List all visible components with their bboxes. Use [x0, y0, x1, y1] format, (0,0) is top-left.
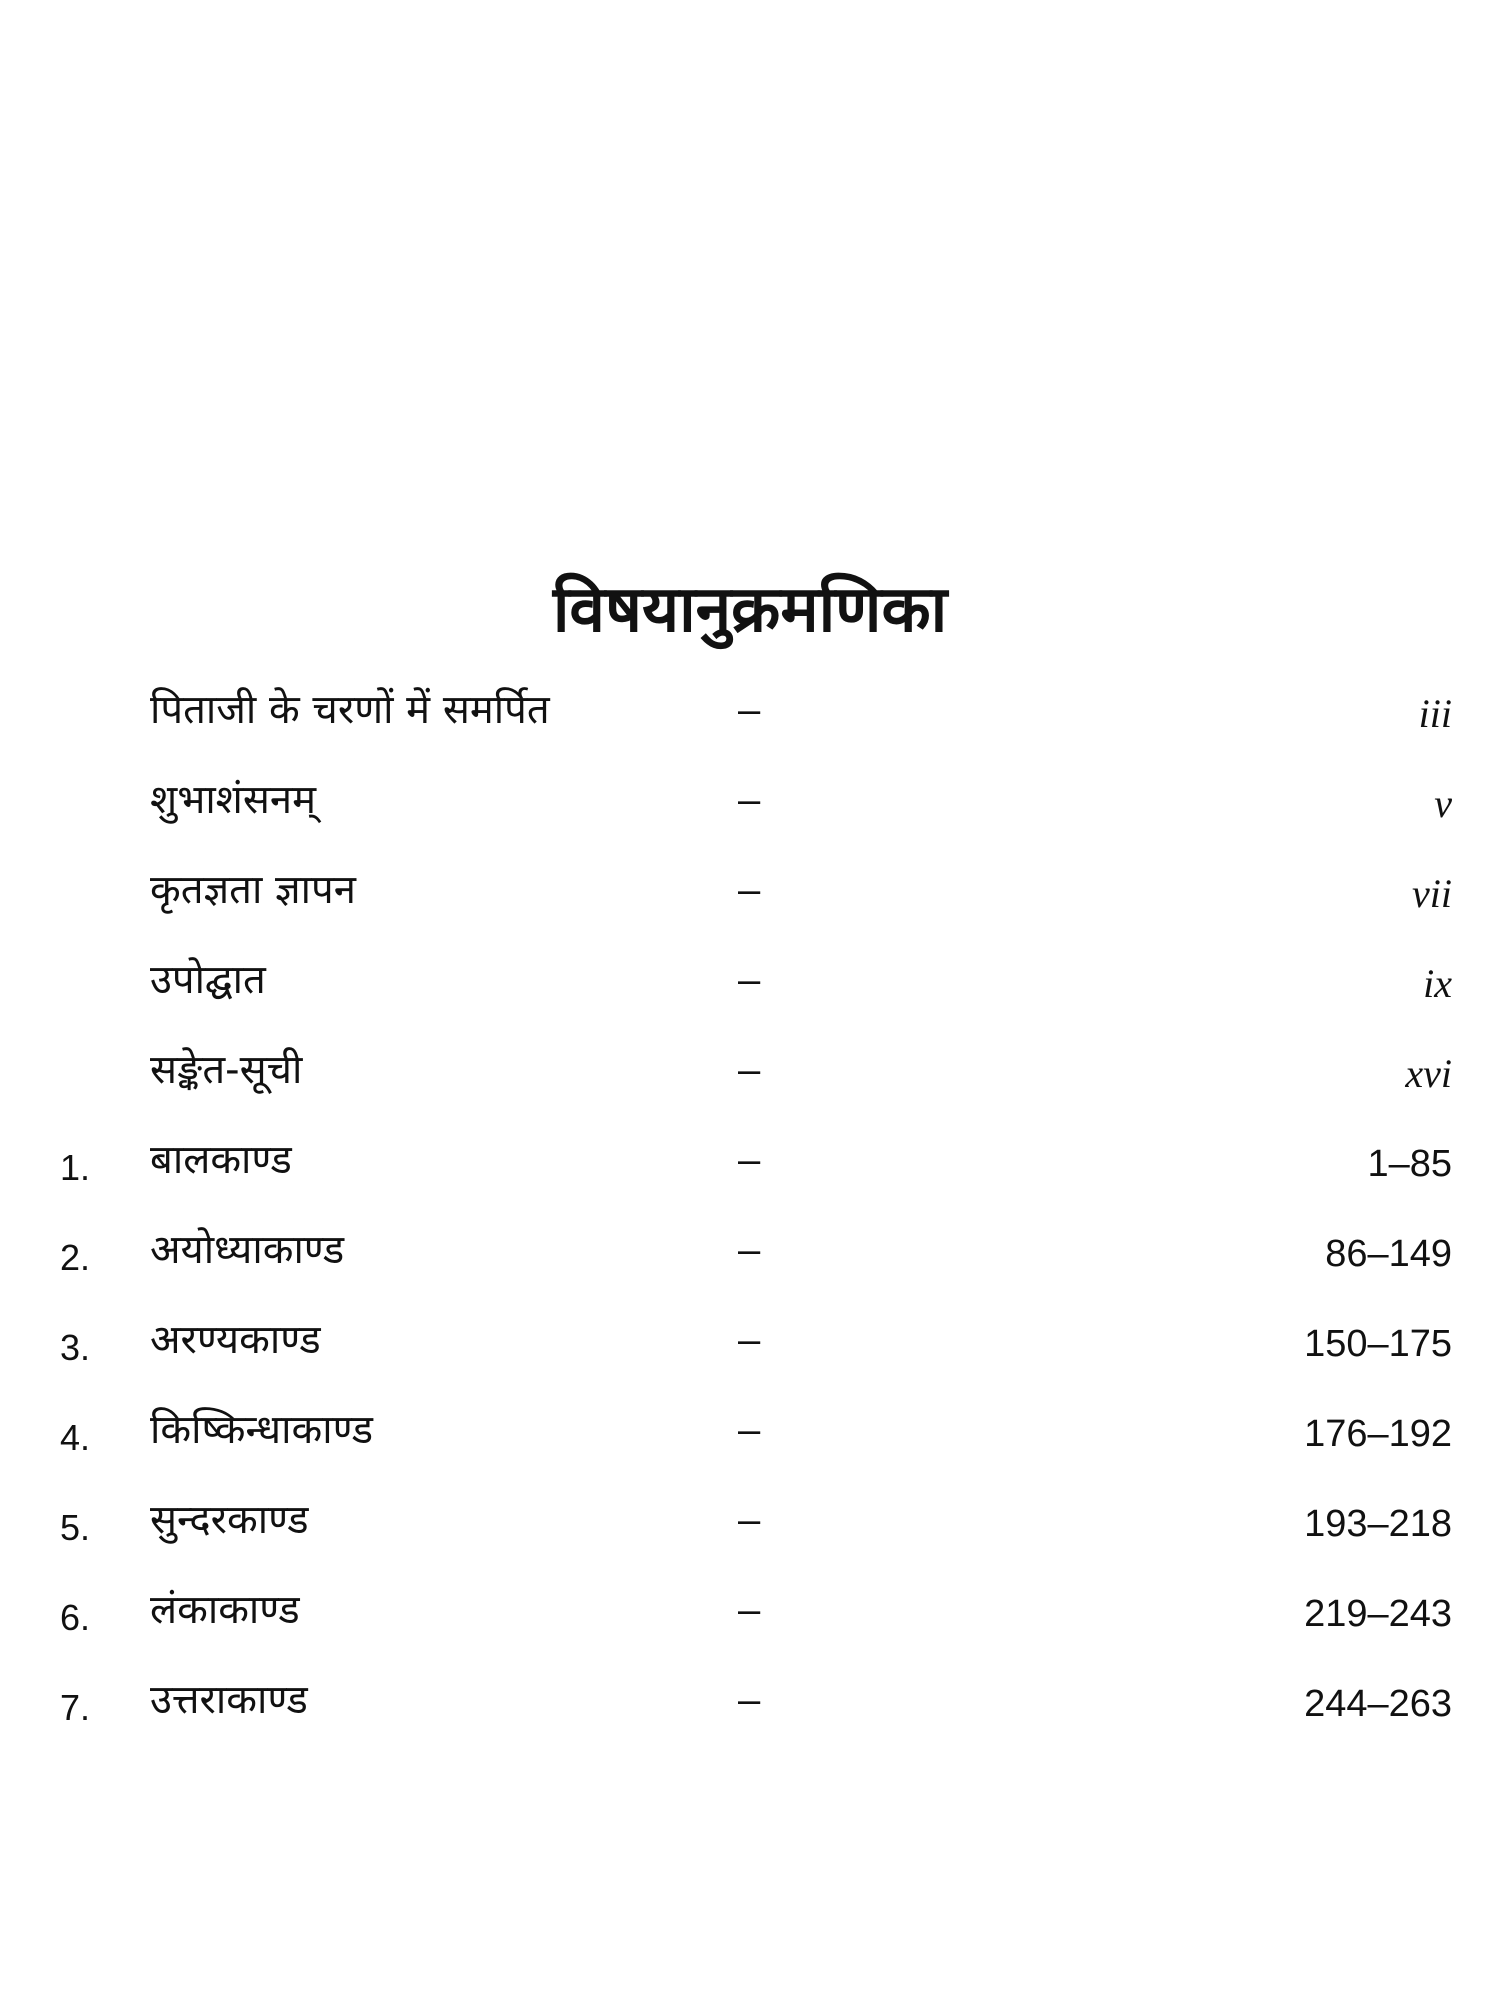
- entry-page: 150–175: [1304, 1323, 1452, 1365]
- entry-dash: –: [738, 1318, 761, 1362]
- entry-title: सुन्दरकाण्ड: [150, 1497, 309, 1543]
- entry-dash: –: [738, 688, 761, 732]
- entry-number: 5.: [60, 1507, 91, 1548]
- entry-page: 176–192: [1304, 1413, 1452, 1455]
- toc-entry: [0, 770, 1500, 860]
- entry-dash: –: [738, 1048, 761, 1092]
- entry-title: अरण्यकाण्ड: [150, 1317, 321, 1363]
- entry-dash: –: [738, 958, 761, 1002]
- toc-entry: [0, 1310, 1500, 1400]
- entry-title: उत्तराकाण्ड: [150, 1677, 308, 1723]
- entry-title: बालकाण्ड: [150, 1137, 292, 1183]
- toc-entry: [0, 950, 1500, 1040]
- entry-dash: –: [738, 1588, 761, 1632]
- page-title: विषयानुक्रमणिका: [552, 573, 948, 647]
- toc-entry: [0, 1670, 1500, 1760]
- entry-page: 193–218: [1304, 1503, 1452, 1545]
- entry-dash: –: [738, 1408, 761, 1452]
- entry-title: शुभाशंसनम्: [150, 777, 317, 823]
- toc-entry: [0, 1220, 1500, 1310]
- entry-title: अयोध्याकाण्ड: [150, 1227, 345, 1273]
- toc-entry: [0, 1040, 1500, 1130]
- entry-page: 86–149: [1325, 1233, 1452, 1275]
- toc-entry: [0, 1490, 1500, 1580]
- entry-number: 4.: [60, 1417, 91, 1458]
- entry-number: 7.: [60, 1687, 91, 1728]
- entry-title: उपोद्घात: [150, 957, 266, 1003]
- entry-number: 6.: [60, 1597, 91, 1638]
- entry-number: 3.: [60, 1327, 91, 1368]
- toc-entry: [0, 1580, 1500, 1670]
- entry-page: vii: [1412, 871, 1452, 916]
- entry-dash: –: [738, 1678, 761, 1722]
- entry-dash: –: [738, 868, 761, 912]
- table-of-contents: [0, 680, 1500, 1760]
- entry-number: 1.: [60, 1147, 91, 1188]
- entry-page: xvi: [1405, 1051, 1452, 1096]
- entry-title: सङ्केत-सूची: [150, 1047, 303, 1093]
- entry-number: 2.: [60, 1237, 91, 1278]
- toc-entry: [0, 860, 1500, 950]
- entry-title: लंकाकाण्ड: [150, 1587, 300, 1633]
- entry-page: ix: [1423, 961, 1452, 1006]
- entry-title: कृतज्ञता ज्ञापन: [150, 867, 356, 913]
- toc-entry: [0, 1130, 1500, 1220]
- entry-page: iii: [1418, 691, 1452, 736]
- entry-title: किष्किन्धाकाण्ड: [150, 1407, 373, 1453]
- entry-page: 1–85: [1367, 1143, 1452, 1185]
- entry-dash: –: [738, 1228, 761, 1272]
- entry-dash: –: [738, 1498, 761, 1542]
- entry-dash: –: [738, 778, 761, 822]
- toc-entry: [0, 680, 1500, 770]
- entry-page: 219–243: [1304, 1593, 1452, 1635]
- entry-title: पिताजी के चरणों में समर्पित: [150, 687, 550, 733]
- entry-page: 244–263: [1304, 1683, 1452, 1725]
- entry-page: v: [1434, 781, 1452, 826]
- toc-entry: [0, 1400, 1500, 1490]
- entry-dash: –: [738, 1138, 761, 1182]
